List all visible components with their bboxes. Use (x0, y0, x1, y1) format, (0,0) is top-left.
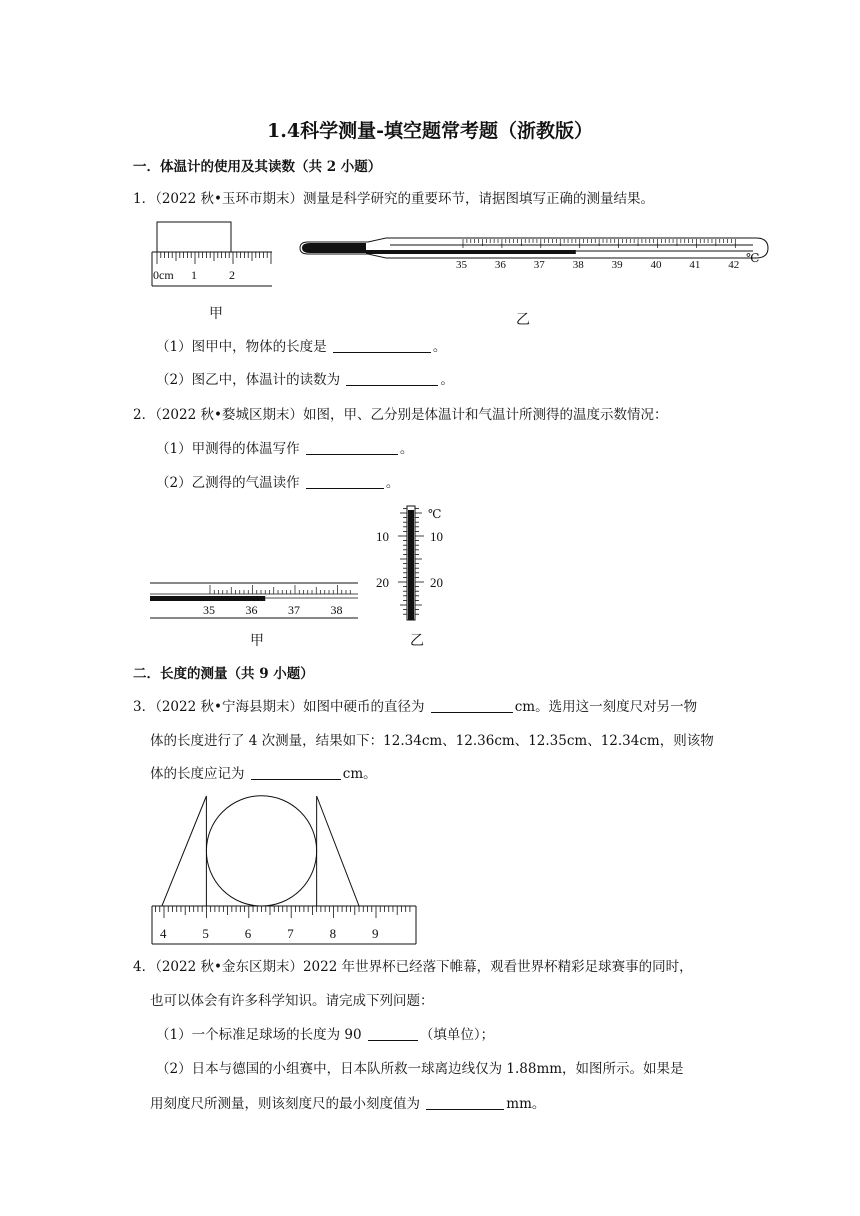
thermometer-tick-label: 38 (572, 259, 584, 271)
thermometer-tick-label: 35 (456, 259, 467, 271)
coin (206, 796, 316, 906)
q3-line-1-end: cm。选用这一刻度尺对另一物 (514, 699, 698, 715)
sub-1-text: （1）甲测得的体温写作 (156, 441, 300, 457)
q3-line-1-text: 3．（2022 秋•宁海县期末）如图中硬币的直径为 (133, 699, 425, 715)
scale-unit: ℃ (428, 507, 442, 521)
q4-sub-1-end: （填单位）； (419, 1027, 495, 1043)
question-4-line-1: 4．（2022 秋•金东区期末）2022 年世界杯已经落下帷幕，观看世界杯精彩足球赛事的同时， (133, 959, 693, 975)
ruler-tick-label: 2 (229, 268, 235, 282)
question-3-line-1 (133, 698, 697, 716)
clinical-thermometer-figure-jia (150, 580, 360, 622)
ruler-tick-label: 6 (244, 926, 252, 941)
question-2-sub-1 (156, 440, 413, 458)
sub-1-text: （1）图甲中，物体的长度是 (156, 339, 327, 355)
question-1-stem: 1．（2022 秋•玉环市期末）测量是科学研究的重要环节，请据图填写正确的测量结果。 (133, 191, 654, 207)
mercury-column (150, 596, 265, 601)
figure-jia-caption: 甲 (250, 633, 264, 649)
question-1-sub-1 (156, 338, 446, 356)
thermometer-tick-label: 37 (533, 259, 545, 271)
mercury-column (366, 250, 576, 254)
question-4-sub-2-line-1: （2）日本与德国的小组赛中，日本队所救一球离边线仅为 1.88mm，如图所示。如果是 (156, 1061, 684, 1077)
scale-label-left: 10 (376, 529, 389, 544)
question-3-line-3 (150, 765, 377, 783)
sub-2-end: 。 (385, 475, 400, 491)
question-4-sub-2-line-2 (150, 1095, 545, 1113)
ruler-tick-label: 4 (160, 926, 167, 941)
thermometer-tick-label: 36 (494, 259, 506, 271)
question-1-sub-2 (156, 371, 454, 389)
thermometer-unit: ℃ (746, 251, 760, 265)
ruler-tick-label: 7 (287, 926, 294, 941)
measured-block (157, 222, 231, 252)
thermometer-tick-label: 42 (728, 259, 740, 271)
sub-1-end: 。 (399, 441, 414, 457)
coin-measurement-figure (150, 794, 420, 946)
thermometer-tick-label: 37 (288, 603, 300, 617)
ruler-tick-label: 1 (191, 268, 197, 282)
triangle-set-left (162, 796, 207, 906)
section-heading-2: 二．长度的测量（共 9 小题） (133, 666, 314, 682)
thermometer-outline (300, 238, 768, 258)
scale-label-left: 20 (376, 575, 389, 590)
question-2-stem: 2．（2022 秋•婺城区期末）如图，甲、乙分别是体温计和气温计所测得的温度示数情况： (133, 407, 668, 423)
ruler-tick-label: 8 (329, 926, 337, 941)
figure-a-caption: 甲 (209, 306, 223, 322)
thermometer-tick-label: 36 (245, 603, 258, 617)
q3-line-3-end: cm。 (342, 766, 377, 782)
answer-blank-q4-2[interactable] (426, 1095, 504, 1110)
answer-blank-q1-1[interactable] (333, 338, 431, 353)
thermometer-tick-label: 39 (611, 259, 623, 271)
sub-2-end: 。 (440, 372, 454, 388)
section-heading-1: 一．体温计的使用及其读数（共 2 小题） (133, 159, 382, 175)
ruler-tick-label: 9 (372, 926, 379, 941)
triangle-set-right (317, 796, 359, 906)
q3-line-3-text: 体的长度应记为 (150, 766, 245, 782)
q4-sub-1-text: （1）一个标准足球场的长度为 90 (156, 1027, 362, 1043)
page-title: 1.4科学测量-填空题常考题（浙教版） (267, 120, 593, 142)
thermometer-tick-label: 35 (203, 603, 215, 617)
thermometer-tick-label: 38 (330, 603, 343, 617)
q4-sub-2-text: 用刻度尺所测量，则该刻度尺的最小刻度值为 (150, 1096, 420, 1112)
ruler-tick-label: 5 (202, 926, 209, 941)
sub-2-text: （2）图乙中，体温计的读数为 (156, 372, 341, 388)
figure-yi-caption: 乙 (410, 633, 424, 649)
question-4-line-2: 也可以体会有许多科学知识。请完成下列问题： (150, 993, 434, 1009)
air-thermometer-figure-yi (372, 504, 458, 622)
thermometer-tick-label: 41 (689, 259, 701, 271)
answer-blank-q1-2[interactable] (346, 371, 438, 386)
question-2-sub-2 (156, 474, 399, 492)
figure-b-caption: 乙 (516, 312, 530, 328)
answer-blank-q3-2[interactable] (251, 765, 341, 780)
answer-blank-q3-1[interactable] (431, 698, 513, 713)
scale-label-right: 20 (430, 575, 443, 590)
thermometer-tick-label: 40 (650, 259, 662, 271)
question-3-line-2: 体的长度进行了 4 次测量，结果如下：12.34cm、12.36cm、12.35cm、12.34cm，则该物 (150, 733, 714, 749)
sub-2-text: （2）乙测得的气温读作 (156, 475, 300, 491)
liquid-column (408, 510, 414, 620)
question-4-sub-1 (156, 1026, 494, 1044)
answer-blank-q2-2[interactable] (306, 474, 384, 489)
ruler-figure-a (150, 220, 275, 292)
scale-label-right: 10 (430, 529, 443, 544)
answer-blank-q2-1[interactable] (306, 440, 398, 455)
mercury-bulb (302, 243, 366, 253)
answer-blank-q4-1[interactable] (368, 1026, 418, 1041)
clinical-thermometer-figure-b (298, 236, 768, 272)
ruler-tick-label: 0cm (153, 268, 174, 282)
sub-1-end: 。 (432, 339, 447, 355)
q4-sub-2-end: mm。 (506, 1096, 546, 1112)
